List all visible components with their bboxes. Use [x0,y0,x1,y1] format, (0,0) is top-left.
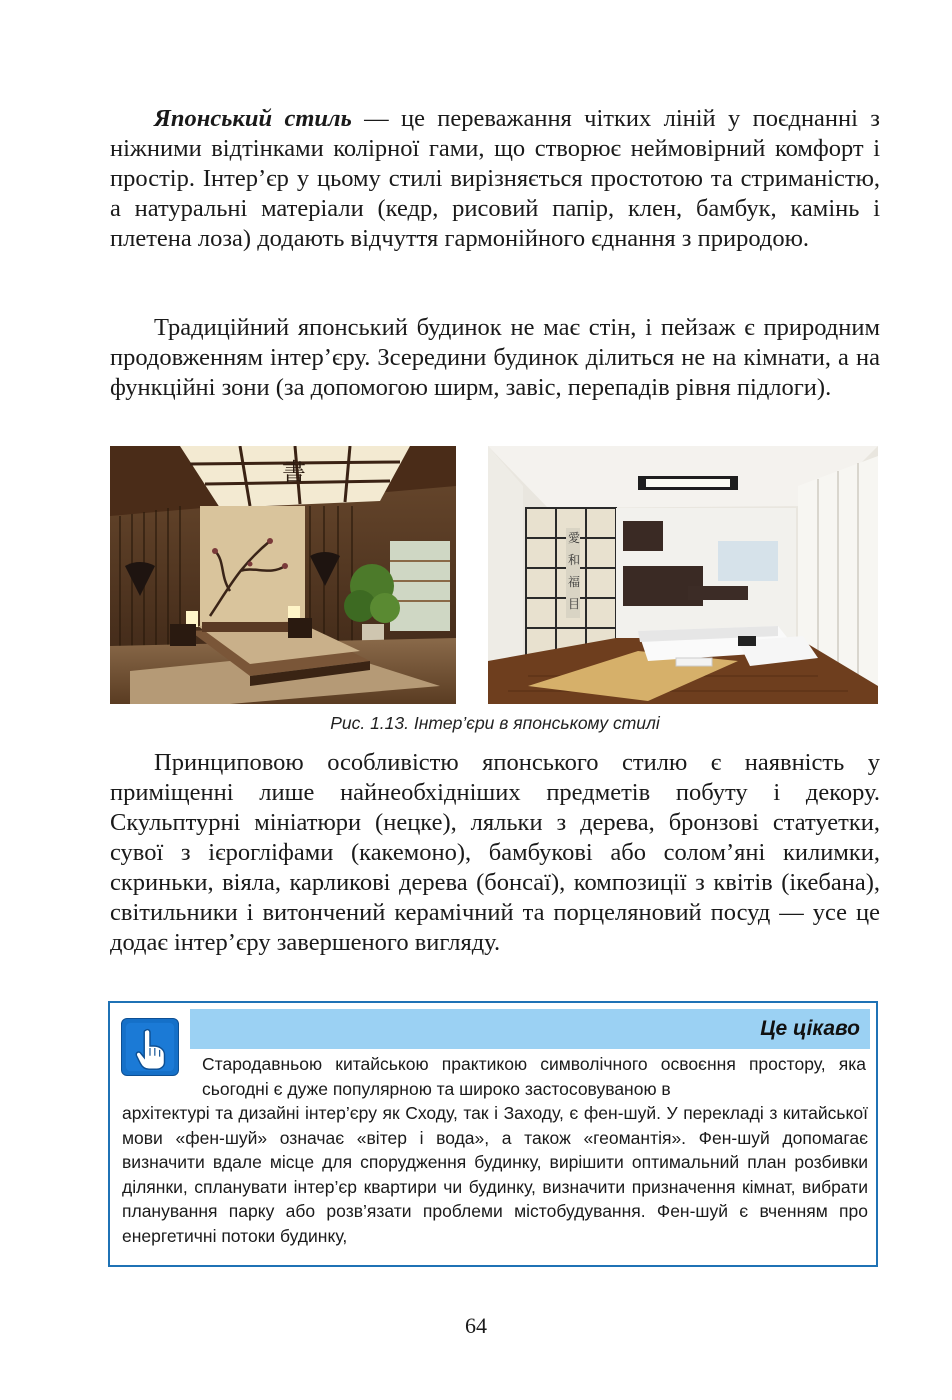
paragraph-japanese-style [110,104,880,254]
paragraph-principal-feature [110,748,880,958]
paragraph-japanese-style-text: — це переважання чітких ліній у поєднанні з ніжними відтінками колірної гами, що створює неймовірний комфорт і простір. Інтер’єр у цьому стилі вирізняється простотою та стриманістю, а натуральні матеріали (кедр, рисовий папір, клен, бамбук, камінь і плетена лоза) додають відчуття гармонійного єднання з природою. [110,105,880,252]
paragraph-traditional-house [110,313,880,403]
page-number: 64 [465,1313,487,1338]
svg-text:書: 書 [282,458,306,486]
info-box-text-body: архітектурі та дизайні інтер’єру як Сходу, так і Заходу, є фен-шуй. У перекладі з китайської мови «фен-шуй» означає «вітер і вода», а також «геомантія». Фен-шуй допомагає визначити вдале місце для спорудження будинку, вирішити оптимальний план розбивки ділянки, спланувати інтер’єр квартири чи будинку, визначити призначення кімнат, вибрати планування парку або розв’язати проблеми містобудування. Фен-шуй є вченням про енергетичні потоки будинку, [122,1103,868,1246]
interesting-fact-box [108,1001,878,1267]
svg-text:和: 和 [568,553,581,567]
info-box-header [190,1009,870,1049]
info-box-text-intro: Стародавньою китайською практикою символічного освоєння простору, яка сьогодні є дуже популярною та широко застосовуваною в [202,1054,866,1099]
term-japanese-style: Японський стиль [154,105,352,132]
info-box-title: Це цікаво [760,1017,860,1040]
svg-text:福: 福 [568,575,581,589]
pointing-hand-icon [121,1018,179,1076]
svg-text:目: 目 [568,597,581,611]
svg-text:愛: 愛 [568,531,581,545]
bedroom-photo [110,446,456,704]
figure-caption: Рис. 1.13. Інтер’єри в японському стилі [330,713,660,733]
paragraph-traditional-house-text: Традиційний японський будинок не має стін, і пейзаж є природним продовженням інтер’єру. Зсередини будинок ділиться не на кімнати, а на функційні зони (за допомогою ширм, завіс, перепадів рівня підлоги). [110,314,880,401]
paragraph-principal-feature-text: Принциповою особливістю японського стилю є наявність у приміщенні лише найнеобхідніших предметів побуту і декору. Скульптурні мініатюри (нецке), ляльки з дерева, бронзові статуетки, сувої з ієрогліфами (какемоно), бамбукові або солом’яні килимки, скриньки, віяла, карликові дерева (бонсаї), композиції з квітів (ікебана), світильники і витончений керамічний та порцеляновий посуд — усе це додає інтер’єру завершеного вигляду. [110,749,880,956]
living-room-photo [488,446,878,704]
